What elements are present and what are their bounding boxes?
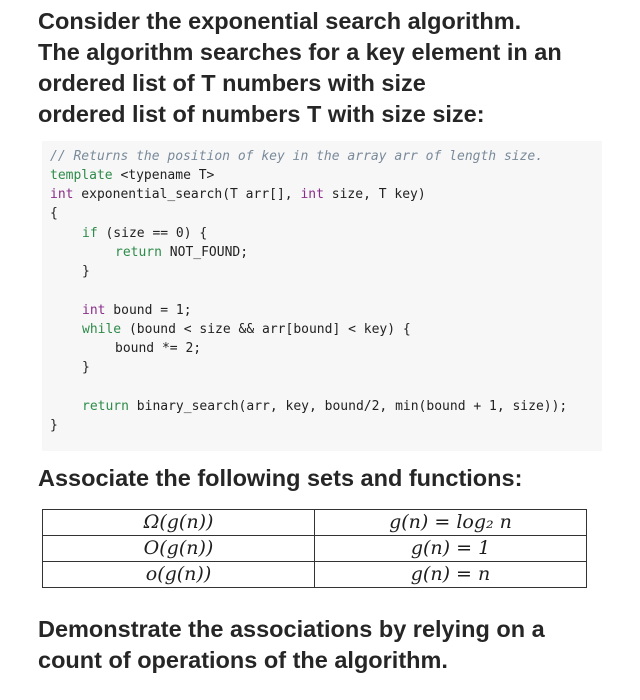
assoc-heading-text: Associate the following sets and functions:: [38, 465, 523, 491]
code-text: <typename T>: [112, 168, 215, 183]
code-close-if: }: [82, 264, 90, 279]
keyword: return: [82, 399, 129, 414]
keyword: if: [82, 226, 98, 241]
code-open-brace: {: [50, 206, 58, 221]
code-line-template: [50, 166, 214, 185]
association-table: [42, 509, 587, 588]
code-close-brace: }: [50, 418, 58, 433]
set-cell: Ω(g(n)): [43, 510, 315, 536]
code-line-bound: [82, 301, 192, 320]
keyword: int: [50, 187, 74, 202]
intro-line-1: Consider the exponential search algorithm.: [38, 8, 522, 34]
code-line-return-not-found: [115, 243, 248, 262]
code-text: binary_search(arr, key, bound/2, min(bound + 1, size));: [128, 399, 568, 414]
code-line-return-binary: [82, 397, 567, 416]
code-block: [42, 141, 602, 451]
problem-intro: [38, 6, 628, 130]
demo-line-2: count of operations of the algorithm.: [38, 647, 448, 673]
code-line-while: [82, 320, 411, 339]
keyword: int: [300, 187, 324, 202]
code-line-signature: [50, 185, 426, 204]
set-cell: o(g(n)): [43, 562, 315, 588]
demonstrate-instruction: [38, 614, 628, 676]
code-text: bound = 1;: [105, 303, 192, 318]
code-text: size, T key): [323, 187, 426, 202]
function-cell: g(n) = log₂ n: [315, 510, 587, 536]
keyword: template: [50, 168, 113, 183]
code-line-if: [82, 224, 207, 243]
table-row: [43, 562, 587, 588]
demo-line-1: Demonstrate the associations by relying on a: [38, 616, 545, 642]
intro-line-3: ordered list of T numbers with size: [38, 70, 426, 96]
code-text: (bound < size && arr[bound] < key) {: [121, 322, 411, 337]
code-line-double: bound *= 2;: [115, 341, 202, 356]
assoc-heading: [38, 463, 628, 494]
keyword: while: [82, 322, 122, 337]
code-close-while: }: [82, 360, 90, 375]
intro-line-2: The algorithm searches for a key element in an: [38, 39, 562, 65]
table-row: [43, 510, 587, 536]
keyword: return: [115, 245, 162, 260]
function-cell: g(n) = 1: [315, 536, 587, 562]
code-text: NOT_FOUND;: [161, 245, 249, 260]
function-cell: g(n) = n: [315, 562, 587, 588]
intro-line-4: ordered list of numbers T with size size:: [38, 101, 485, 127]
set-cell: O(g(n)): [43, 536, 315, 562]
code-text: exponential_search(T arr[],: [73, 187, 301, 202]
code-comment: // Returns the position of key in the array arr of length size.: [50, 149, 544, 164]
code-text: (size == 0) {: [97, 226, 208, 241]
keyword: int: [82, 303, 106, 318]
table-row: [43, 536, 587, 562]
